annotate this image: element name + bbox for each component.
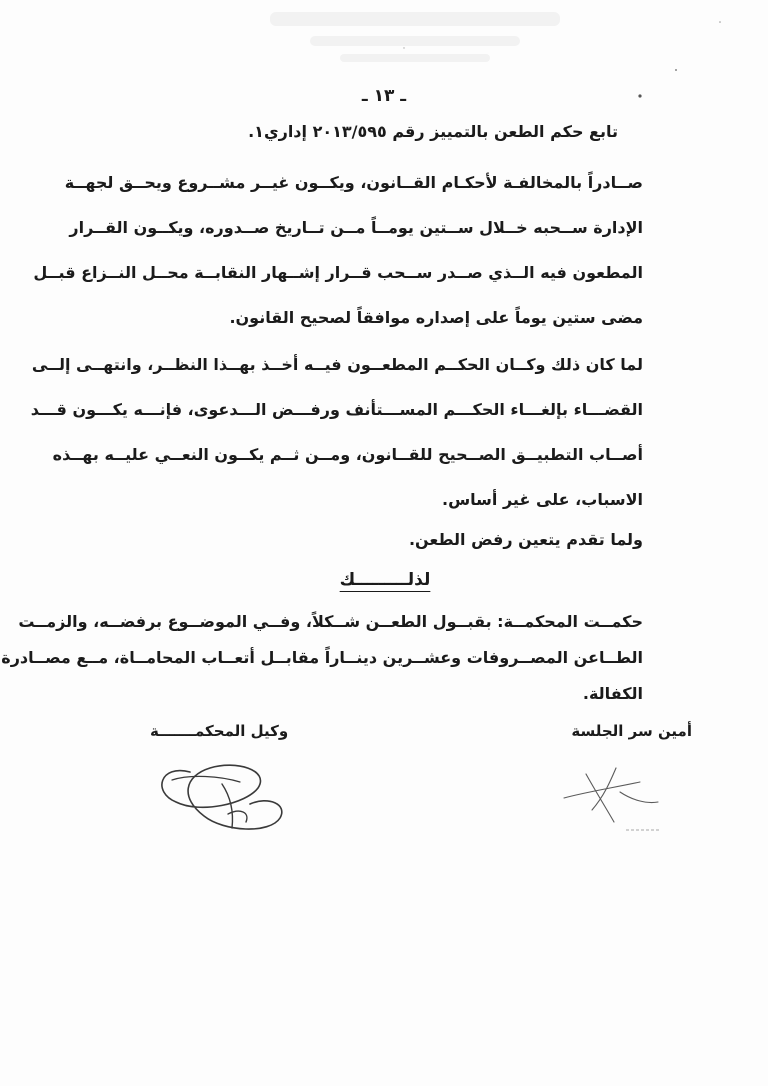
- paragraph-1-line: مضى ستين يوماً على إصداره موافقاً لصحيح القانون.: [229, 308, 643, 327]
- clerk-signature: [556, 752, 666, 836]
- paragraph-2-line: لما كان ذلك وكــان الحكــم المطعــون فيــه أخــذ بهــذا النظــر، وانتهــى إلــى: [31, 355, 643, 374]
- paragraph-2-line: القضـــاء بإلغـــاء الحكـــم المســـتأنف ورفـــض الـــدعوى، فإنـــه يكـــون قـــد: [30, 400, 643, 419]
- clerk-title: أمين سر الجلسة: [571, 722, 692, 740]
- paragraph-1-line: صــادراً بالمخالفـة لأحكـام القــانون، ويكــون غيــر مشــروع ويحــق لجهــة: [64, 173, 643, 192]
- paragraph-3: ولما تقدم يتعين رفض الطعن.: [408, 530, 643, 549]
- paragraph-1-line: الإدارة ســحبه خــلال ســتين يومــاً مــن تــاريخ صــدوره، ويكــون القــرار: [69, 218, 643, 237]
- ruling-line: حكمــت المحكمــة: بقبــول الطعــن شــكلاً، وفــي الموضــوع برفضــه، والزمــت: [18, 612, 643, 631]
- paragraph-2-line: الاسباب، على غير أساس.: [442, 490, 643, 509]
- paragraph-2: [30, 350, 643, 530]
- paragraph-2-line: أصــاب التطبيــق الصــحيح للقــانون، ومــن ثــم يكــون النعــي عليــه بهــذه: [52, 445, 643, 464]
- ruling-line: الطــاعن المصــروفات وعشــرين دينــاراً مقابــل أتعــاب المحامــاة، مــع مصــادرة: [1, 648, 643, 667]
- ruling-paragraph: [1, 608, 643, 716]
- ruling-line: الكفالة.: [582, 684, 643, 703]
- court-deputy-signature: [150, 744, 290, 844]
- paragraph-1: [33, 168, 643, 348]
- bleed-through-letterhead: [250, 4, 580, 74]
- document-header: تابع حكم الطعن بالتمييز رقم ٢٠١٣/٥٩٥ إداري١.: [248, 122, 618, 141]
- paragraph-1-line: المطعون فيه الــذي صــدر ســحب قــرار إشــهار النقابــة محــل النــزاع قبــل: [33, 263, 643, 282]
- section-heading: لذلـــــــــك: [339, 570, 431, 590]
- court-deputy-title: وكيل المحكمـــــــة: [150, 722, 289, 740]
- page-number: ـ ١٣ ـ: [361, 86, 407, 106]
